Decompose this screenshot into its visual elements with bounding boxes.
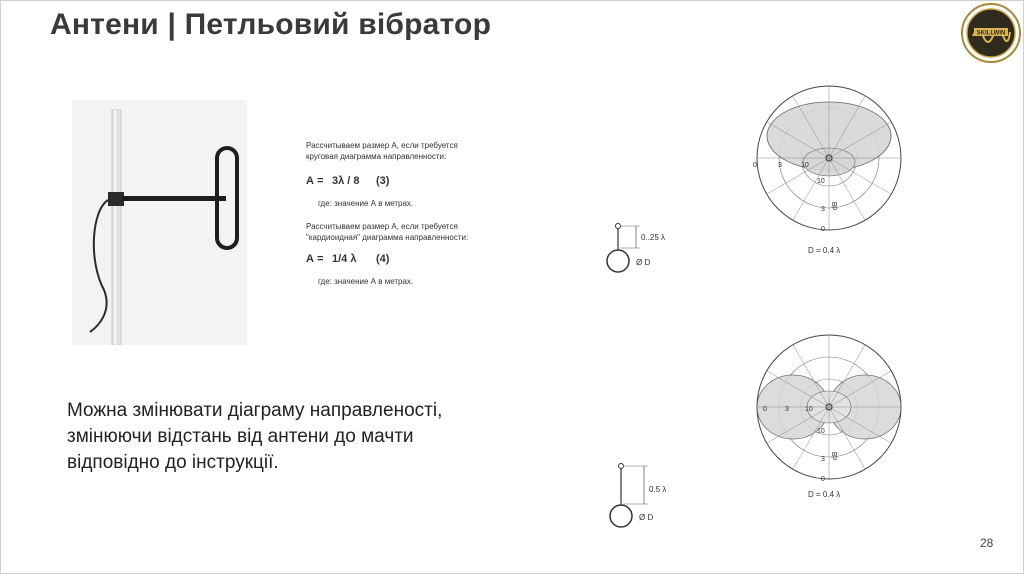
polar-pattern-bottom [745,325,915,503]
formula-eq2-number: (4) [376,253,390,265]
slide-title: Антени | Петльовий вібратор [50,8,492,41]
polar-pattern-top [745,85,915,265]
bottom-tick-v-3: 3 [821,456,825,463]
top-tick-h-3: 3 [778,162,782,169]
folded-dipole-image [72,100,247,345]
description-line-2: змінюючи відстань від антени до мачти [67,426,414,448]
formula-where-1: где: значение А в метрах. [318,199,414,208]
svg-text:SKILLWIN: SKILLWIN [976,30,1006,37]
top-db-label: dB [832,201,839,210]
formula-eq1-lhs: А = [306,175,324,187]
mast-bottom-diameter-label: Ø D [639,513,654,522]
formula-line-2: круговая диаграмма направленности: [306,152,447,161]
mast-diagram-top [598,218,688,278]
formula-line-1: Рассчитываем размер А, если требуется [306,141,458,150]
top-tick-h-10: 10 [801,162,809,169]
formula-eq1-number: (3) [376,175,390,187]
formula-line-3: Рассчитываем размер А, если требуется [306,222,458,231]
mast-top-diameter-label: Ø D [636,258,651,267]
top-tick-v-3: 3 [821,206,825,213]
top-caption: D = 0.4 λ [808,246,841,255]
formula-eq2-lhs: А = [306,253,324,265]
formula-eq2-rhs: 1/4 λ [332,253,357,265]
bottom-tick-h-3: 3 [785,406,789,413]
antenna-photo [72,100,247,345]
bottom-tick-h-0: 0 [763,406,767,413]
top-tick-v-10: 10 [817,178,825,185]
bottom-tick-v-0: 0 [821,476,825,483]
bottom-tick-h-10: 10 [805,406,813,413]
description-text [67,398,547,477]
bottom-db-label: dB [832,451,839,460]
description-line-3: відповідно до інструкції. [67,452,279,474]
mast-top-distance-label: 0..25 λ [641,233,666,242]
top-tick-v-0: 0 [821,226,825,233]
formula-where-2: где: значение А в метрах. [318,277,414,286]
bottom-tick-v-10: 10 [817,428,825,435]
top-tick-h-0: 0 [753,162,757,169]
description-line-1: Можна змінювати діаграму направленості, [67,400,443,421]
formula-eq1-rhs: 3λ / 8 [332,175,360,187]
formula-block [300,135,490,295]
formula-line-4: "кардиоидная" диаграмма направленности: [306,233,469,242]
page-number: 28 [980,536,994,550]
mast-bottom-distance-label: 0.5 λ [649,485,667,494]
skillwin-logo [960,2,1022,64]
bottom-caption: D = 0.4 λ [808,490,841,499]
